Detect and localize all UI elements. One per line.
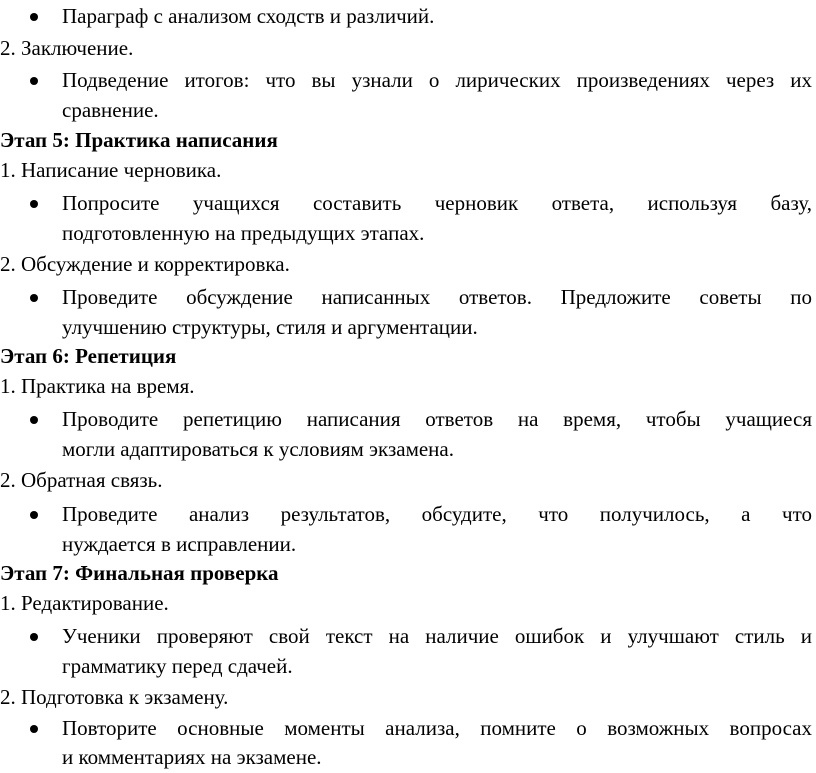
bullet-item-line: улучшению структуры, стиля и аргументации. [62, 315, 478, 339]
bullet-icon [30, 500, 40, 528]
section-heading: Этап 7: Финальная проверка [0, 561, 279, 585]
bullet-item-line: Проводите репетицию написания ответов на время, чтобы учащиеся [62, 407, 812, 431]
bullet-item-line: Подведение итогов: что вы узнали о лирических произведениях через их [62, 68, 812, 92]
bullet-item-line: Ученики проверяют свой текст на наличие ошибок и улучшают стиль и [62, 624, 812, 648]
bullet-item: Параграф с анализом сходств и различий. [62, 4, 435, 28]
bullet-item-line: подготовленную на предыдущих этапах. [62, 221, 425, 245]
numbered-item: 2. Заключение. [0, 36, 134, 60]
bullet-item-line: Проведите анализ результатов, обсудите, что получилось, а что [62, 502, 812, 526]
bullet-item-line: и комментариях на экзамене. [62, 745, 322, 769]
bullet-icon [30, 2, 40, 30]
bullet-item-line: грамматику перед сдачей. [62, 654, 293, 678]
bullet-icon [30, 283, 40, 311]
numbered-item: 1. Написание черновика. [0, 158, 222, 182]
bullet-icon [30, 622, 40, 650]
numbered-item: 1. Практика на время. [0, 374, 195, 398]
bullet-item-line: нуждается в исправлении. [62, 532, 297, 556]
bullet-item-line: сравнение. [62, 98, 159, 122]
numbered-item: 2. Обсуждение и корректировка. [0, 252, 290, 276]
bullet-icon [30, 714, 40, 742]
bullet-item-line: Повторите основные моменты анализа, помните о возможных вопросах [62, 716, 812, 740]
bullet-item-line: могли адаптироваться к условиям экзамена. [62, 437, 454, 461]
numbered-item: 2. Обратная связь. [0, 468, 163, 492]
section-heading: Этап 5: Практика написания [0, 128, 278, 152]
bullet-item-line: Проведите обсуждение написанных ответов. Предложите советы по [62, 285, 812, 309]
bullet-icon [30, 66, 40, 94]
numbered-item: 2. Подготовка к экзамену. [0, 685, 229, 709]
bullet-icon [30, 189, 40, 217]
bullet-item-line: Попросите учащихся составить черновик ответа, используя базу, [62, 191, 812, 215]
bullet-icon [30, 405, 40, 433]
numbered-item: 1. Редактирование. [0, 591, 169, 615]
section-heading: Этап 6: Репетиция [0, 344, 177, 368]
